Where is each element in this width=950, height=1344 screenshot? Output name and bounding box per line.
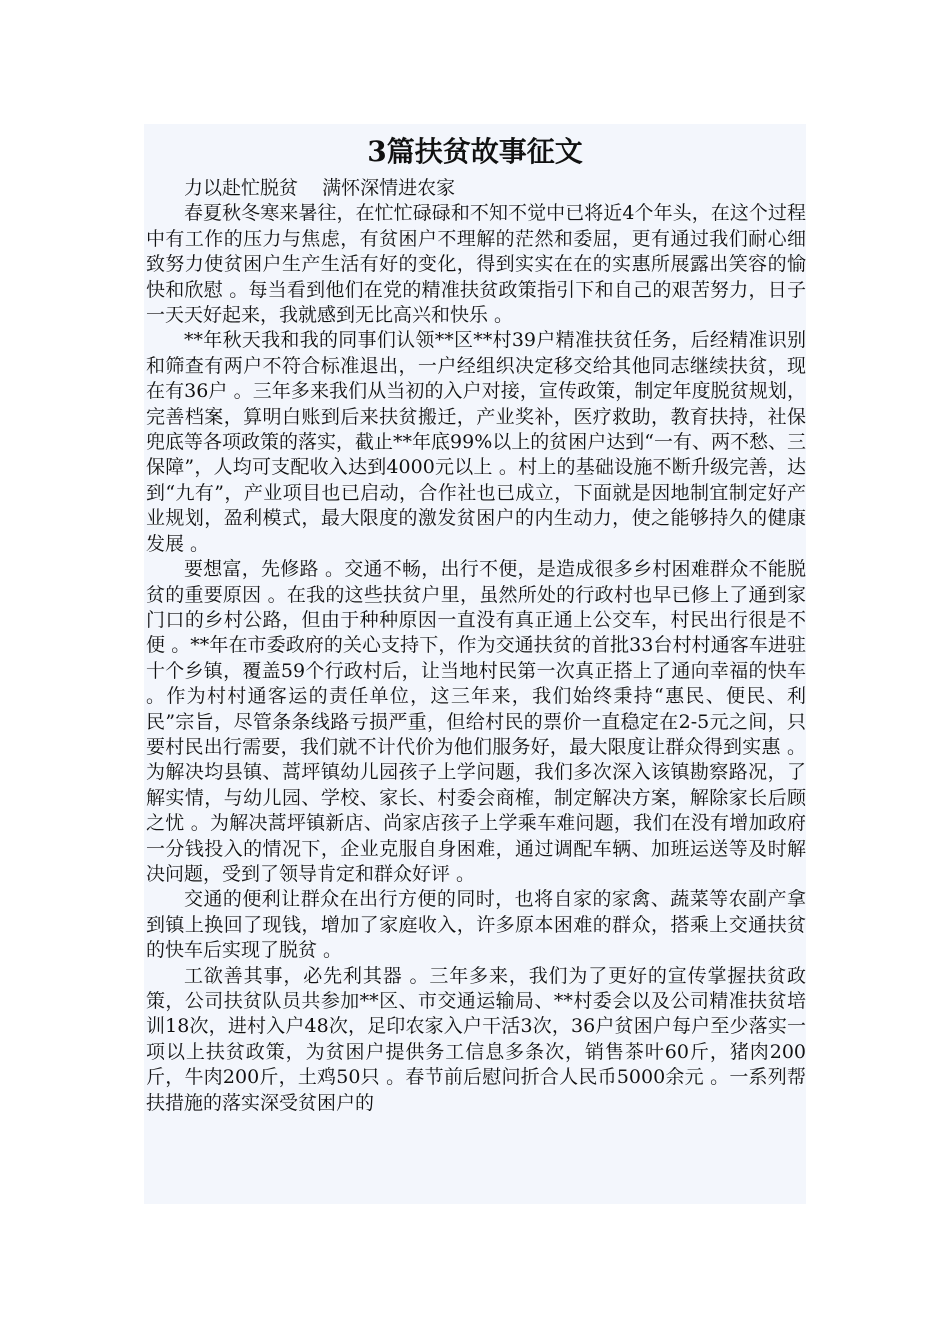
body-paragraph: 要想富，先修路 。交通不畅，出行不便，是造成很多乡村困难群众不能脱贫的重要原因 。在我的这些扶贫户里，虽然所处的行政村也早已修上了通到家门口的乡村公路，但由于种种原因一直没有真正通上公交车，村民出行很是不便 。**年在市委政府的关心支持下，作为交通扶贫的首批33台村村通客车进驻十个乡镇，覆盖59个行政村后，让当地村民第一次真正搭上了通向幸福的快车 。作为村村通客运的责任单位，这三年来，我们始终秉持“惠民、便民、利民”宗旨，尽管条条线路亏损严重，但给村民的票价一直稳定在2-5元之间，只要村民出行需要，我们就不计代价为他们服务好，最大限度让群众得到实惠 。为解决均县镇、蒿坪镇幼儿园孩子上学问题，我们多次深入该镇勘察路况，了解实情，与幼儿园、学校、家长、村委会商榷，制定解决方案，解除家长后顾之忧 。为解决蒿坪镇新店、尚家店孩子上学乘车难问题，我们在没有增加政府一分钱投入的情况下，企业克服自身困难，通过调配车辆、加班运送等及时解决问题，受到了领导肯定和群众好评 。: [146, 558, 813, 885]
document-title: 3篇扶贫故事征文: [367, 135, 583, 168]
document-content: [146, 176, 813, 1196]
body-paragraph: **年秋天我和我的同事们认领**区**村39户精准扶贫任务，后经精准识别和筛查有两户不符合标准退出，一户经组织决定移交给其他同志继续扶贫，现在有36户 。三年多来我们从当初的入户对接，宣传政策，制定年度脱贫规划，完善档案，算明白账到后来扶贫搬迁，产业奖补，医疗救助，教育扶持，社保兜底等各项政策的落实，截止**年底99%以上的贫困户达到“一有、两不愁、三保障”，人均可支配收入达到4000元以上 。村上的基础设施不断升级完善，达到“九有”，产业项目也已启动，合作社也已成立，下面就是因地制宜制定好产业规划，盈利模式，最大限度的激发贫困户的内生动力，使之能够持久的健康发展 。: [146, 329, 806, 555]
body-paragraph: 交通的便利让群众在出行方便的同时，也将自家的家禽、蔬菜等农副产拿到镇上换回了现钱，增加了家庭收入，许多原本困难的群众，搭乘上交通扶贫的快车后实现了脱贫 。: [146, 888, 806, 962]
body-paragraph: 春夏秋冬寒来暑往，在忙忙碌碌和不知不觉中已将近4个年头，在这个过程中有工作的压力与焦虑，有贫困户不理解的茫然和委屈，更有通过我们耐心细致努力使贫困户生产生活有好的变化，得到实实在在的实惠所展露出笑容的愉快和欣慰 。每当看到他们在党的精准扶贫政策指引下和自己的艰苦努力，日子一天天好起来，我就感到无比高兴和快乐 。: [146, 202, 806, 327]
body-paragraph: 工欲善其事，必先利其器 。三年多来，我们为了更好的宣传掌握扶贫政策，公司扶贫队员共参加**区、市交通运输局、**村委会以及公司精准扶贫培训18次，进村入户48次，足印农家入户干活3次，36户贫困户每户至少落实一项以上扶贫政策，为贫困户提供务工信息多条次，销售茶叶60斤，猪肉200斤，牛肉200斤，土鸡50只 。春节前后慰问折合人民币5000余元 。一系列帮扶措施的落实深受贫困户的: [146, 964, 806, 1114]
subtitle-paragraph: 力以赴忙脱贫 满怀深情进农家: [184, 177, 456, 199]
